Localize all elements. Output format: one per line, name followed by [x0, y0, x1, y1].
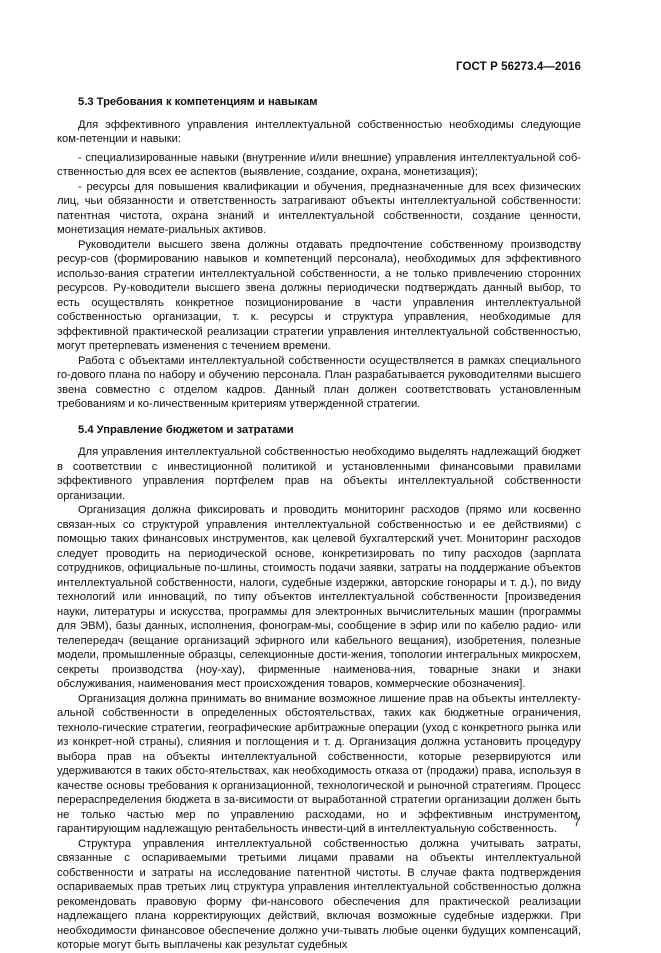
page-content — [57, 95, 581, 953]
page-number: 7 — [573, 817, 580, 829]
list-item: - специализированные навыки (внутренние и/или внешние) управления интеллектуальной соб-ственностью для всех ее аспектов (выявление, создание, охрана, монетизация); — [57, 151, 581, 178]
paragraph: Структура управления интеллектуальной собственностью должна учитывать затраты, связанные с оспариваемыми третьими лицами правами на объекты интеллектуальной собственности и затраты на исследование патентной чистоты. В случае факта подтверждения оспариваемых прав третьих лиц структура управления интеллектуальной собственностью должна рекомендовать правовую форму фи-нансового обеспечения для практической реализации надлежащего плана корректирующих действий, включая возможные судебные издержки. При необходимости финансовое обеспечение должно учи-тывать любые оценки будущих компенсаций, которые могут быть выплачены как результат судебных — [57, 837, 581, 951]
section-5-3-heading: 5.3 Требования к компетенциям и навыкам — [78, 96, 318, 108]
paragraph: Организация должна принимать во внимание возможное лишение прав на объекты интеллекту-альной собственности в определенных обстоятельствах, таких как бюджетные ограничения, техноло-гические стратегии, географические арбитражные операции (уход с конкретного рынка или из конкрет-ной страны), слияния и поглощения и т. д. Организация должна установить процедуру выбора прав на объекты интеллектуальной собственности, которые резервируются или удерживаются в таких обсто-ятельствах, как необходимость отказа от (продажи) права, используя в качестве основы требования к организационной, технологической и рыночной стратегиям. Процесс перераспределения бюджета в за-висимости от выработанной стратегии организации должен быть не только частью мер по управлению расходами, но и эффективным инструментом, гарантирующим надлежащую рентабельность инвести-ций в интеллектуальную собственность. — [57, 692, 581, 835]
paragraph: Для эффективного управления интеллектуальной собственностью необходимы следующие ком-петенции и навыки: — [57, 118, 581, 145]
paragraph: Руководители высшего звена должны отдавать предпочтение собственному производству ресур-сов (формированию навыков и компетенций персонала), необходимых для эффективного использо-вания стратегии интеллектуальной собственности, а не только привлечению сторонних ресурсов. Ру-ководители высшего звена должны периодически подтверждать данный выбор, то есть осуществлять конкретное позиционирование в части управления интеллектуальной собственностью организации, т. к. ресурсы и структура управления, необходимые для эффективной практической реализации стратегии управления интеллектуальной собственностью, могут претерпевать изменения с течением времени. — [57, 238, 581, 352]
paragraph: Для управления интеллектуальной собственностью необходимо выделять надлежащий бюджет в соответствии с инвестиционной политикой и установленными финансовыми правилами эффективного управления портфелем прав на объекты интеллектуальной собственности организации. — [57, 446, 581, 502]
section-5-4-heading: 5.4 Управление бюджетом и затратами — [78, 423, 294, 436]
standard-code: ГОСТ Р 56273.4—2016 — [456, 61, 581, 73]
paragraph: Организация должна фиксировать и проводить мониторинг расходов (прямо или косвенно связан-ных со структурой управления интеллектуальной собственностью и ее действиями) с помощью таких финансовых инструментов, как целевой бухгалтерский учет. Мониторинг расходов следует проводить на периодической основе, конкретизировать по типу расходов (зарплата сотрудников, официальные по-шлины, стоимость подачи заявки, затраты на поддержание объектов интеллектуальной собственности, налоги, судебные издержки, авторские гонорары и т. д.), по виду технологий или инноваций, по типу объектов интеллектуальной собственности [произведения науки, литературы и искусства, программы для электронных вычислительных машин (программы для ЭВМ), базы данных, исполнения, фонограм-мы, сообщение в эфир или по кабелю радио- или телепередач (вещание организаций эфирного или кабельного вещания), изобретения, полезные модели, промышленные образцы, селекционные дости-жения, топологии интегральных микросхем, секреты производства (ноу-хау), фирменные наименова-ния, товарные знаки и знаки обслуживания, наименования мест происхождения товаров, коммерческие обозначения]. — [57, 504, 581, 690]
list-item: - ресурсы для повышения квалификации и обучения, предназначенные для всех физических лиц, чьи обязанности и ответственность затрагивают объекты интеллектуальной собственности: патентная чистота, охрана знаний и интеллектуальной собственности, создание ценности, монетизация немате-риальных активов. — [57, 180, 581, 236]
paragraph: Работа с объектами интеллектуальной собственности осуществляется в рамках специального го-дового плана по набору и обучению персонала. План разрабатывается руководителями высшего звена совместно с отделом кадров. Данный план должен соответствовать установленным требованиям и ко-личественным критериям утвержденной стратегии. — [57, 354, 581, 410]
